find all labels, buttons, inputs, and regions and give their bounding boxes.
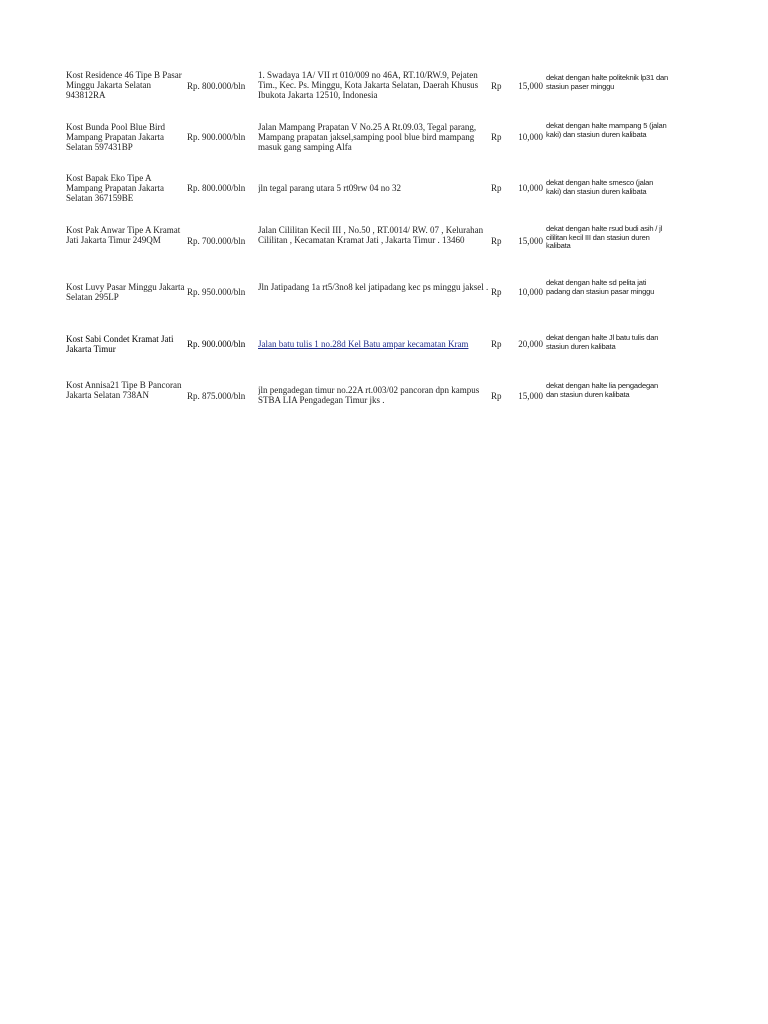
- price-cell: Rp. 800.000/bln: [187, 183, 246, 193]
- currency-cell: Rp: [491, 183, 502, 193]
- kost-name-cell: Kost Bunda Pool Blue Bird Mampang Prapatan Jakarta Selatan 597431BP: [66, 122, 166, 152]
- note-cell: dekat dengan halte politeknik lp31 dan stasiun paser minggu: [546, 74, 669, 91]
- note-cell: dekat dengan halte mampang 5 (jalan kaki) dan stasiun duren kalibata: [546, 122, 667, 139]
- currency-cell: Rp: [491, 132, 502, 142]
- fee-cell: 10,000: [518, 287, 543, 297]
- fee-cell: 15,000: [518, 236, 543, 246]
- address-cell: jln pengadegan timur no.22A rt.003/02 pancoran dpn kampus STBA LIA Pengadegan Timur jks .: [258, 385, 480, 405]
- fee-cell: 20,000: [518, 339, 543, 349]
- fee-cell: 15,000: [518, 81, 543, 91]
- price-cell: Rp. 875.000/bln: [187, 391, 246, 401]
- note-cell: dekat dengan halte lia pengadegan dan stasiun duren kalibata: [546, 382, 659, 399]
- kost-name-cell: Kost Annisa21 Tipe B Pancoran Jakarta Selatan 738AN: [66, 380, 182, 400]
- note-cell: dekat dengan halte Jl batu tulis dan stasiun duren kalibata: [546, 334, 659, 351]
- kost-name-cell: Kost Pak Anwar Tipe A Kramat Jati Jakarta Timur 249QM: [66, 225, 181, 245]
- currency-cell: Rp: [491, 81, 502, 91]
- address-cell: Jalan Mampang Prapatan V No.25 A Rt.09.03, Tegal parang, Mampang prapatan jaksel,samping pool blue bird mampang masuk gang samping Alfa: [258, 122, 477, 152]
- fee-cell: 15,000: [518, 391, 543, 401]
- price-cell: Rp. 700.000/bln: [187, 236, 246, 246]
- currency-cell: Rp: [491, 236, 502, 246]
- address-cell: jln tegal parang utara 5 rt09rw 04 no 32: [258, 183, 401, 193]
- address-cell: 1. Swadaya 1A/ VII rt 010/009 no 46A, RT.10/RW.9, Pejaten Tim., Kec. Ps. Minggu, Kota Jakarta Selatan, Daerah Khusus Ibukota Jakarta 12510, Indonesia: [258, 70, 479, 100]
- kost-name-cell: Kost Luvy Pasar Minggu Jakarta Selatan 295LP: [66, 282, 185, 302]
- note-cell: dekat dengan halte smesco (jalan kaki) dan stasiun duren kalibata: [546, 179, 654, 196]
- fee-cell: 10,000: [518, 132, 543, 142]
- fee-cell: 10,000: [518, 183, 543, 193]
- currency-cell: Rp: [491, 339, 502, 349]
- address-cell: Jalan Cililitan Kecil III , No.50 , RT.0014/ RW. 07 , Kelurahan Cililitan , Kecamatan Kramat Jati , Jakarta Timur . 13460: [258, 225, 484, 245]
- kost-name-cell: Kost Bapak Eko Tipe A Mampang Prapatan Jakarta Selatan 367159BE: [66, 173, 164, 203]
- kost-name-cell: Kost Sabi Condet Kramat Jati Jakarta Timur: [66, 334, 174, 354]
- note-cell: dekat dengan halte sd pelita jati padang dan stasiun pasar minggu: [546, 279, 655, 296]
- note-cell: dekat dengan halte rsud budi asih / jl cililitan kecil III dan stasiun duren kalibata: [546, 225, 663, 251]
- currency-cell: Rp: [491, 287, 502, 297]
- address-link[interactable]: Jalan batu tulis 1 no.28d Kel Batu ampar kecamatan Kram: [258, 339, 469, 349]
- currency-cell: Rp: [491, 391, 502, 401]
- price-cell: Rp. 950.000/bln: [187, 287, 246, 297]
- price-cell: Rp. 900.000/bln: [187, 132, 246, 142]
- price-cell: Rp. 800.000/bln: [187, 81, 246, 91]
- address-cell: Jln Jatipadang 1a rt5/3no8 kel jatipadang kec ps minggu jaksel .: [258, 282, 489, 292]
- price-cell: Rp. 900.000/bln: [187, 339, 246, 349]
- kost-name-cell: Kost Residence 46 Tipe B Pasar Minggu Jakarta Selatan 943812RA: [66, 70, 182, 100]
